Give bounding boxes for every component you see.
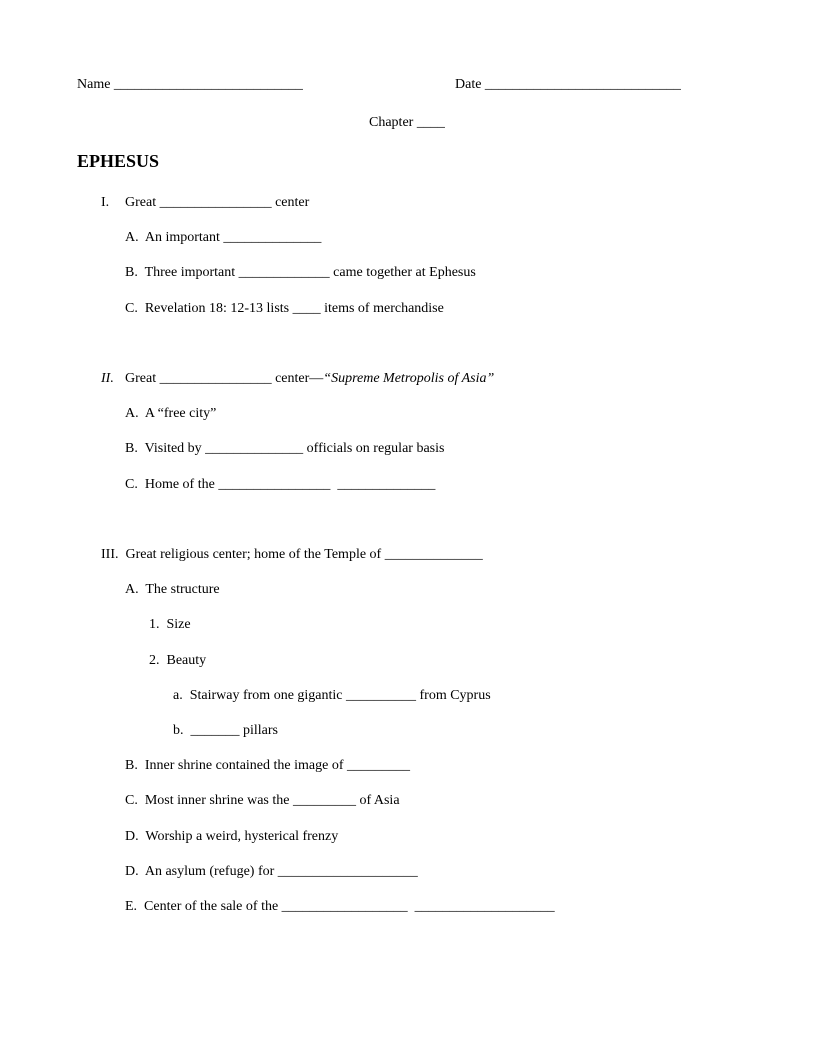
section-1-number: I.	[101, 195, 110, 210]
section-3-item-d-1: D. Worship a weird, hysterical frenzy	[125, 829, 339, 844]
section-3-item-a-2: 2. Beauty	[149, 653, 207, 668]
page-title: EPHESUS	[77, 151, 160, 171]
section-3-item-a-1: 1. Size	[149, 617, 191, 632]
section-1-item-b: B. Three important _____________ came together at Ephesus	[125, 265, 476, 280]
section-2-item-b: B. Visited by ______________ officials on regular basis	[125, 441, 445, 456]
section-2-quote: “Supreme Metropolis of Asia”	[323, 371, 495, 386]
section-2-item-c: C. Home of the ________________ ______________	[125, 477, 436, 492]
section-1-item-a: A. An important ______________	[125, 230, 322, 245]
section-3-item-a-2-b: b. _______ pillars	[173, 723, 278, 738]
section-3-heading: III. Great religious center; home of the Temple of ______________	[101, 547, 483, 562]
date-field-line: Date ____________________________	[455, 77, 681, 92]
section-1-item-c: C. Revelation 18: 12-13 lists ____ items of merchandise	[125, 301, 444, 316]
section-3-item-e: E. Center of the sale of the __________________ ____________________	[125, 899, 555, 914]
section-3-item-b: B. Inner shrine contained the image of _________	[125, 758, 410, 773]
section-2-item-a: A. A “free city”	[125, 406, 217, 421]
section-3-item-a-2-a: a. Stairway from one gigantic __________ from Cyprus	[173, 688, 491, 703]
section-3-item-d-2: D. An asylum (refuge) for ____________________	[125, 864, 418, 879]
section-3-item-c: C. Most inner shrine was the _________ of Asia	[125, 793, 400, 808]
section-2-heading	[125, 371, 494, 387]
section-1-heading: Great ________________ center	[125, 195, 310, 210]
chapter-field-line: Chapter ____	[369, 115, 445, 130]
section-3-item-a: A. The structure	[125, 582, 220, 597]
name-field-line: Name ___________________________	[77, 77, 303, 92]
section-2-number: II.	[101, 371, 114, 386]
section-2-heading-text: Great ________________ center—	[125, 371, 324, 386]
